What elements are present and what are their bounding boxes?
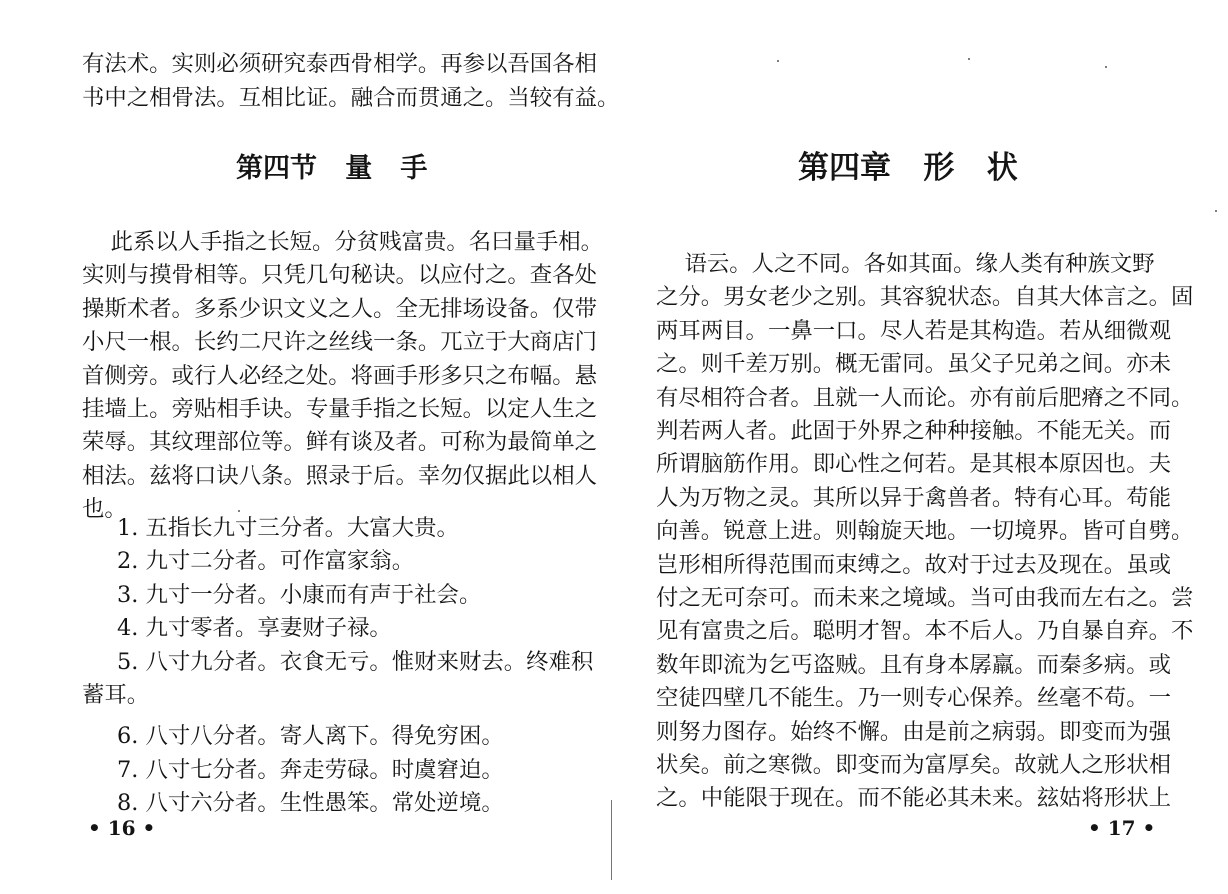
scan-speck [968,58,970,60]
text-line: 判若两人者。此固于外界之种种接触。不能无关。而 [656,418,1171,444]
gutter-line [611,800,612,880]
list-line: 蓄耳。 [82,682,150,708]
page-number-right: • 17 • [1088,816,1156,840]
text-line: 岂形相所得范围而束缚之。故对于过去及现在。虽或 [656,551,1171,578]
text-line: 操斯术者。多系少识文义之人。全无排场设备。仅带 [82,295,597,322]
right-page [614,0,1228,894]
text-line: 挂墙上。旁贴相手诀。专量手指之长短。以定人生之 [82,396,597,422]
text-line: 所谓脑筋作用。即心性之何若。是其根本原因也。夫 [656,451,1171,478]
text-line: 实则与摸骨相等。只凭几句秘诀。以应付之。查各处 [82,262,597,289]
text-line: 荣辱。其纹理部位等。鲜有谈及者。可称为最简单之 [82,429,597,456]
text-line: 见有富贵之后。聪明才智。本不后人。乃自暴自弃。不 [656,618,1194,645]
text-line: 两耳两目。一鼻一口。尽人若是其构造。若从细微观 [656,317,1171,344]
text-line: 有尽相符合者。且就一人而论。亦有前后肥瘠之不同。 [656,384,1194,411]
text-line: 则努力图存。始终不懈。由是前之病弱。即变而为强 [656,718,1171,745]
list-line: 1. 五指长九寸三分者。大富大贵。 [117,515,459,541]
scan-speck [238,510,240,512]
list-line: 5. 八寸九分者。衣食无亏。惟财来财去。终难积 [117,648,594,675]
text-line: 首侧旁。或行人必经之处。将画手形多只之布幅。悬 [82,362,597,389]
list-line: 7. 八寸七分者。奔走劳碌。时虞窘迫。 [117,756,504,783]
text-line: 书中之相骨法。互相比证。融合而贯通之。当较有益。 [82,85,620,111]
text-line: 之。则千差万别。概无雷同。虽父子兄弟之间。亦未 [656,351,1171,378]
list-line: 6. 八寸八分者。寄人离下。得免穷困。 [117,723,504,750]
text-line: 人为万物之灵。其所以异于禽兽者。特有心耳。苟能 [656,484,1171,511]
list-line: 8. 八寸六分者。生性愚笨。常处逆境。 [117,790,504,817]
text-line: 语云。人之不同。各如其面。缘人类有种族文野 [656,251,1155,277]
page-number-left: • 16 • [88,816,156,840]
list-line: 3. 九寸一分者。小康而有声于社会。 [117,581,482,608]
scan-speck [1215,210,1217,212]
list-line: 4. 九寸零者。享妻财子禄。 [117,615,392,642]
text-line: 小尺一根。长约二尺许之丝线一条。兀立于大商店门 [82,329,597,356]
text-line: 之分。男女老少之别。其容貌状态。自其大体言之。固 [656,284,1194,311]
list-line: 2. 九寸二分者。可作富家翁。 [117,548,415,575]
text-line: 之。中能限于现在。而不能必其未来。玆姑将形状上 [656,785,1171,812]
text-line: 相法。兹将口诀八条。照录于后。幸勿仅据此以相人 [82,462,597,489]
section-title: 第四节 量 手 [236,153,428,184]
text-line: 状矣。前之寒微。即变而为富厚矣。故就人之形状相 [656,752,1171,778]
text-line: 空徒四壁几不能生。乃一则专心保养。丝毫不苟。一 [656,685,1171,712]
scan-speck [1105,66,1107,68]
text-line: 向善。锐意上进。则翰旋天地。一切境界。皆可自劈。 [656,518,1194,545]
chapter-title: 第四章 形 状 [798,150,1018,186]
scan-speck [777,60,779,62]
text-line: 数年即流为乞丐盗贼。且有身本孱羸。而秦多病。或 [656,651,1171,678]
text-line: 此系以人手指之长短。分贫贱富贵。名曰量手相。 [82,229,604,255]
text-line: 也。 [82,496,127,523]
text-line: 付之无可奈可。而未来之境域。当可由我而左右之。尝 [656,585,1194,611]
text-line: 有法术。实则必须研究泰西骨相学。再参以吾国各相 [82,51,597,77]
